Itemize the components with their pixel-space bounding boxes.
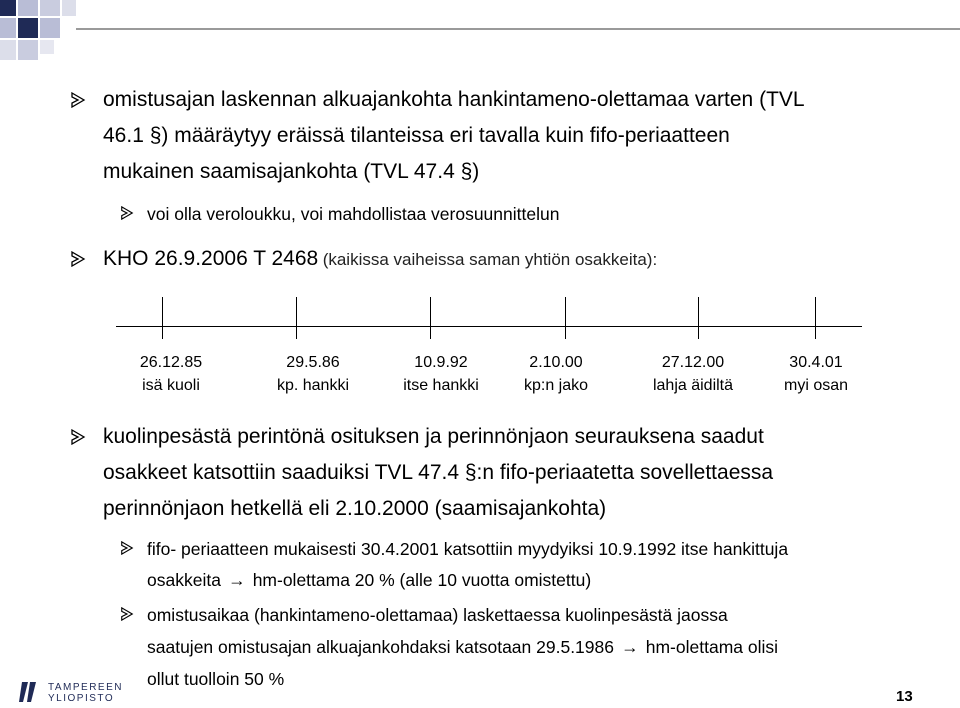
right-arrow-icon: →: [621, 637, 639, 657]
timeline-label: kp. hankki: [276, 377, 350, 394]
timeline-date: 10.9.92: [414, 354, 468, 371]
timeline-date: 27.12.00: [661, 354, 725, 371]
corner-square: [18, 18, 38, 38]
logo-text-2: YLIOPISTO: [48, 693, 115, 704]
bullet-2-line: [103, 241, 657, 279]
bullet-3-sub-1-line-2: [147, 564, 591, 596]
corner-square: [0, 0, 16, 16]
bullet-1-line-3: mukainen saamisajankohta (TVL 47.4 §): [103, 160, 480, 183]
bullet-arrow-icon: [70, 251, 86, 267]
timeline-date: 29.5.86: [286, 354, 340, 371]
bullet-3-line-3: perinnönjaon hetkellä eli 2.10.2000 (saamisajankohta): [103, 497, 607, 520]
sub-2-text-b: hm-olettama olisi: [645, 637, 779, 657]
timeline-date: 26.12.85: [139, 354, 203, 371]
sub-2-text-a: saatujen omistusajan alkuajankohdaksi katsotaan 29.5.1986: [147, 637, 614, 657]
timeline-label: myi osan: [783, 377, 849, 394]
corner-square: [18, 0, 38, 16]
logo-mark-icon: [18, 680, 40, 704]
bullet-3-line-2: osakkeet katsottiin saaduiksi TVL 47.4 §:n fifo-periaatetta sovellettaessa: [103, 461, 774, 484]
corner-square: [0, 40, 16, 60]
timeline-label: isä kuoli: [142, 377, 200, 394]
right-arrow-icon: →: [228, 570, 246, 590]
timeline-tick: [162, 297, 163, 339]
timeline-tick: [815, 297, 816, 339]
timeline-label: itse hankki: [403, 377, 479, 394]
timeline-tick: [698, 297, 699, 339]
timeline-label: lahja äidiltä: [652, 377, 734, 394]
timeline-date: 30.4.01: [789, 354, 843, 371]
timeline-tick: [296, 297, 297, 339]
bullet-arrow-icon: [70, 429, 86, 445]
case-note: (kaikissa vaiheissa saman yhtiön osakkeita):: [322, 250, 658, 269]
logo-text-1: TAMPEREEN: [48, 682, 123, 693]
timeline-date: 2.10.00: [529, 354, 583, 371]
timeline-axis: [116, 326, 862, 327]
timeline-tick: [565, 297, 566, 339]
top-rule: [76, 28, 960, 30]
corner-square: [18, 40, 38, 60]
corner-square: [40, 18, 60, 38]
bullet-1-line-1: omistusajan laskennan alkuajankohta hankintameno-olettamaa varten (TVL: [103, 88, 805, 111]
sub-1-text-b: hm-olettama 20 % (alle 10 vuotta omistettu): [252, 570, 592, 590]
sub-bullet-arrow-icon: [120, 206, 134, 220]
bullet-3-sub-1-line-1: fifo- periaatteen mukaisesti 30.4.2001 katsottiin myydyiksi 10.9.1992 itse hankittuja: [147, 539, 789, 559]
bullet-1-line-2: 46.1 §) määräytyy eräissä tilanteissa eri tavalla kuin fifo-periaatteen: [103, 124, 730, 147]
corner-square: [62, 0, 76, 16]
corner-square: [40, 40, 54, 54]
university-logo: [18, 680, 138, 706]
corner-square: [40, 0, 60, 16]
sub-1-text-a: osakkeita: [147, 570, 221, 590]
timeline-tick: [430, 297, 431, 339]
bullet-3-sub-2-line-3: ollut tuolloin 50 %: [147, 669, 285, 689]
bullet-1-sub-line: voi olla veroloukku, voi mahdollistaa verosuunnittelun: [147, 204, 560, 224]
sub-bullet-arrow-icon: [120, 541, 134, 555]
case-reference: KHO 26.9.2006 T 2468: [103, 247, 319, 270]
bullet-3-sub-2-line-1: omistusaikaa (hankintameno-olettamaa) laskettaessa kuolinpesästä jaossa: [147, 605, 728, 625]
timeline-label: kp:n jako: [523, 377, 589, 394]
bullet-3-sub-2-line-2: [147, 631, 778, 663]
sub-bullet-arrow-icon: [120, 607, 134, 621]
bullet-arrow-icon: [70, 92, 86, 108]
corner-square: [0, 18, 16, 38]
page-number: 13: [896, 688, 913, 705]
bullet-3-line-1: kuolinpesästä perintönä osituksen ja perinnönjaon seurauksena saadut: [103, 425, 764, 448]
